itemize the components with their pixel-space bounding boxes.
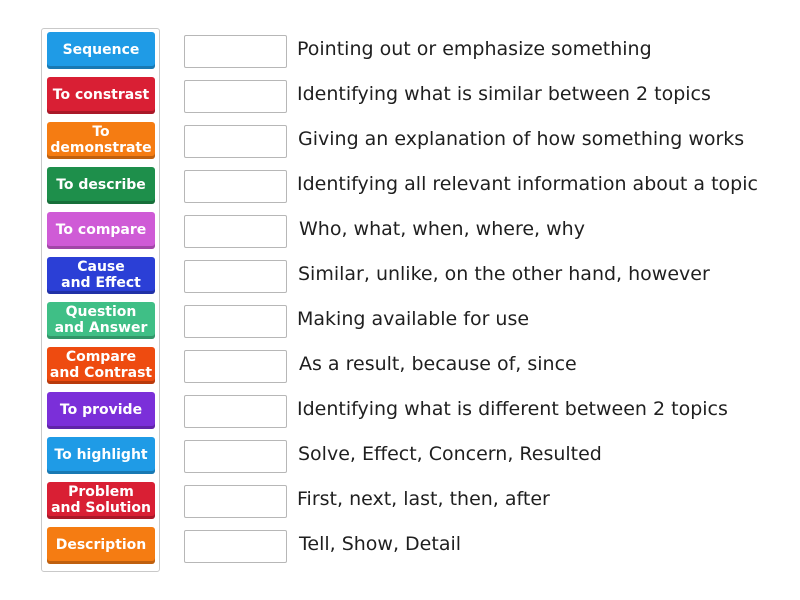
prompt-text: Identifying what is similar between 2 topics (297, 83, 711, 105)
prompt-text: As a result, because of, since (299, 353, 577, 375)
prompt-text: Who, what, when, where, why (299, 218, 585, 240)
answer-drop-slot[interactable] (184, 395, 287, 428)
answer-drop-slot[interactable] (184, 215, 287, 248)
answer-tile-to-describe[interactable]: To describe (47, 167, 155, 204)
answer-tile-to-provide[interactable]: To provide (47, 392, 155, 429)
answer-drop-slot[interactable] (184, 305, 287, 338)
answer-drop-slot[interactable] (184, 530, 287, 563)
answer-tile-problem-and-solution[interactable]: Problem and Solution (47, 482, 155, 519)
prompt-text: Making available for use (297, 308, 530, 330)
answer-tile-question-and-answer[interactable]: Question and Answer (47, 302, 155, 339)
prompt-text: Identifying what is different between 2 topics (297, 398, 728, 420)
answer-tile-to-constrast[interactable]: To constrast (47, 77, 155, 114)
prompt-text: Similar, unlike, on the other hand, however (298, 263, 710, 285)
answer-drop-slot[interactable] (184, 170, 287, 203)
answer-drop-slot[interactable] (184, 260, 287, 293)
answer-tile-sequence[interactable]: Sequence (47, 32, 155, 69)
prompt-text: Tell, Show, Detail (299, 533, 462, 555)
answer-drop-slot[interactable] (184, 80, 287, 113)
answer-drop-slot[interactable] (184, 485, 287, 518)
prompt-text: Giving an explanation of how something works (298, 128, 745, 150)
prompt-text: Solve, Effect, Concern, Resulted (298, 443, 602, 465)
answer-tile-compare-and-contrast[interactable]: Compare and Contrast (47, 347, 155, 384)
answer-tile-to-demonstrate[interactable]: To demonstrate (47, 122, 155, 159)
answer-drop-slot[interactable] (184, 350, 287, 383)
answer-tile-to-highlight[interactable]: To highlight (47, 437, 155, 474)
answer-tile-to-compare[interactable]: To compare (47, 212, 155, 249)
prompt-text: Identifying all relevant information about a topic (297, 173, 758, 195)
prompt-text: Pointing out or emphasize something (297, 38, 652, 60)
prompt-text: First, next, last, then, after (297, 488, 550, 510)
answer-tile-cause-and-effect[interactable]: Cause and Effect (47, 257, 155, 294)
answer-drop-slot[interactable] (184, 35, 287, 68)
answer-tile-description[interactable]: Description (47, 527, 155, 564)
answer-drop-slot[interactable] (184, 440, 287, 473)
answer-drop-slot[interactable] (184, 125, 287, 158)
